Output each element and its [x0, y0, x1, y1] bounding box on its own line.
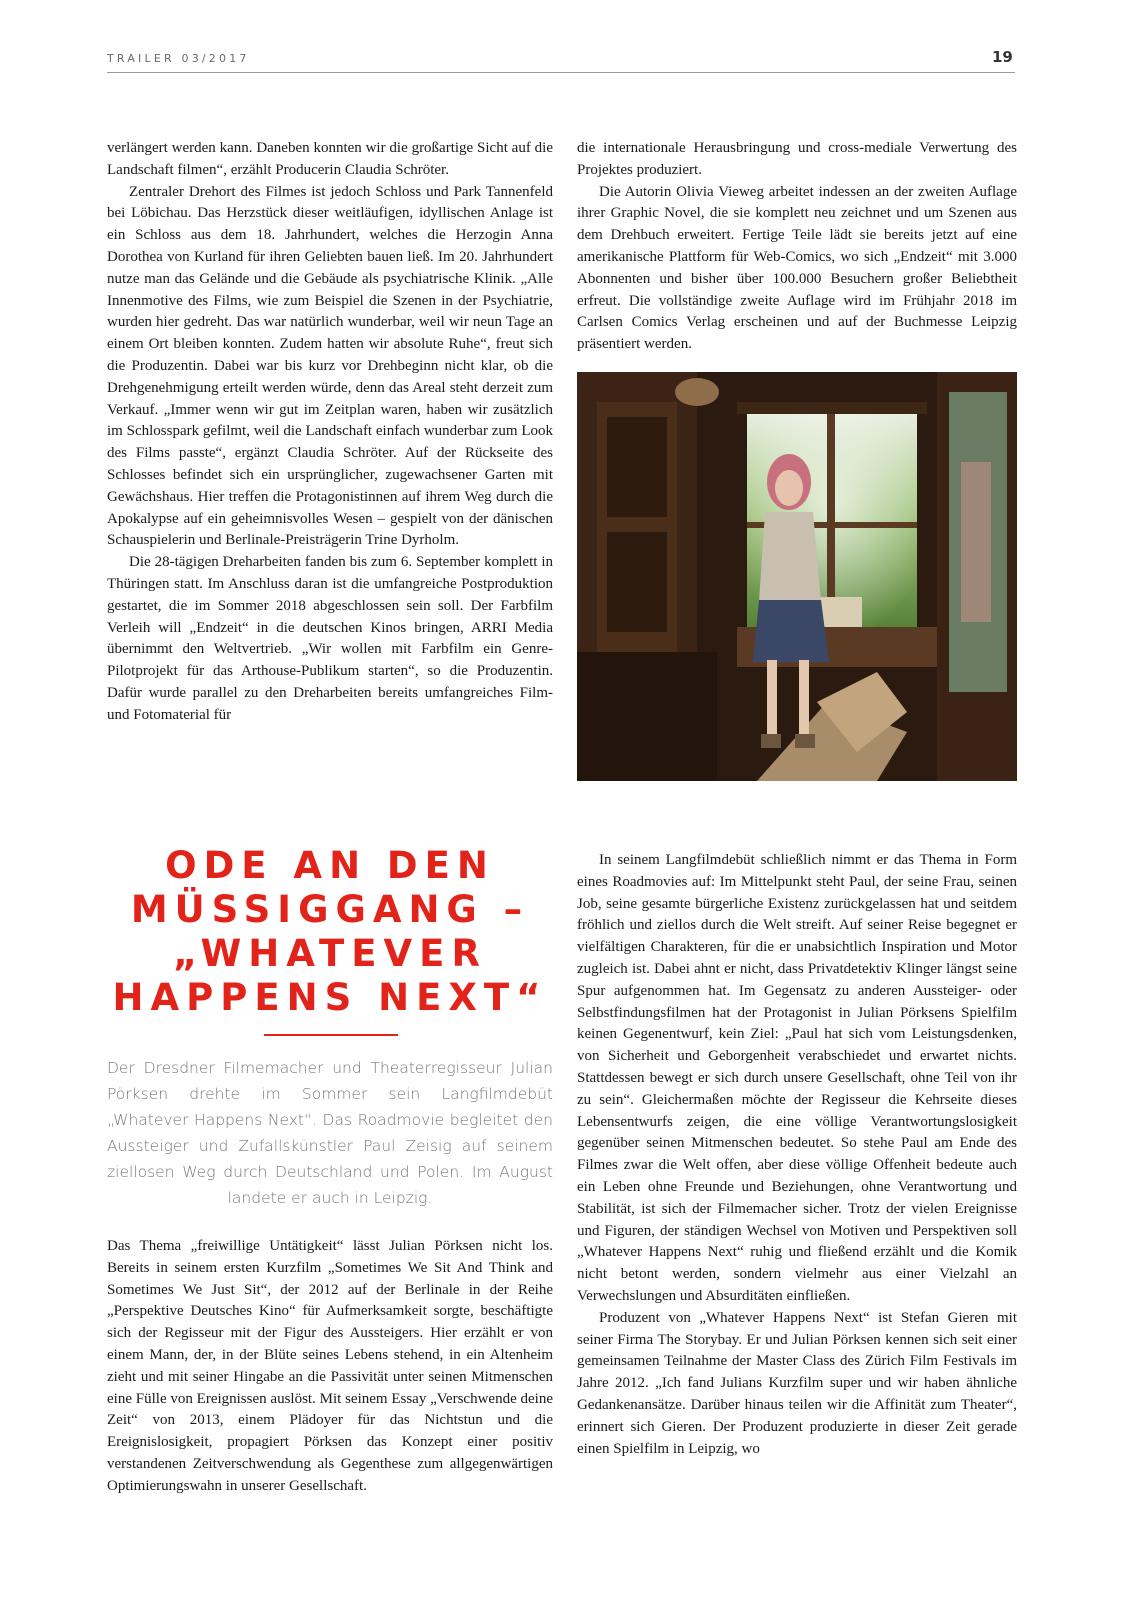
paragraph: verlängert werden kann. Daneben konnten wir die großartige Sicht auf die Landschaft filmen“, erzählt Producerin Claudia Schröter.: [107, 140, 553, 178]
paragraph: Die Autorin Olivia Vieweg arbeitet indessen an der zweiten Auflage ihrer Graphic Novel, die sie komplett neu zeichnet und um Szenen aus dem Drehbuch erweitert. Fertige Teile lädt sie bereits jetzt auf eine amerikanische Plattform für Web-Comics, wo sich „Endzeit“ mit 3.000 Abonnenten und bisher über 100.000 Besuchern großer Beliebtheit erfreut. Die vollständige zweite Auflage wird im Frühjahr 2018 im Carlsen Comics Verlag erscheinen und auf der Buchmesse Leipzig präsentiert werden.: [577, 183, 1017, 353]
article1-column-left: [107, 138, 553, 727]
page-number: 19: [992, 48, 1013, 66]
paragraph: Das Thema „freiwillige Untätigkeit“ lässt Julian Pörksen nicht los. Bereits in seinem ersten Kurzfilm „Sometimes We Sit And Think and Sometimes We Just Sit“, der 2012 auf der Berlinale in der Reihe „Perspektive Deutsches Kino“ für Aufmerksamkeit sorgte, beschäftigte sich der Regisseur mit der Figur des Aussteigers. Hier erzählt er von einem Mann, der, in der Blüte seines Lebens stehend, in ein Altenheim zieht und mit seiner Hingabe an die Passivität unter seinen Mitmenschen eine Fülle von Ereignissen auslöst. Mit seinem Essay „Verschwende deine Zeit“ von 2013, einem Plädoyer für das Nichtstun und die Ereignislosigkeit, propagiert Pörksen das Konzept einer positiv verstandenen Zeitverschwendung als Gegenthese zum allgegenwärtigen Optimierungswahn in unserer Gesellschaft.: [107, 1238, 553, 1494]
article2-column-left: [107, 1236, 553, 1498]
paragraph: Die 28-tägigen Dreharbeiten fanden bis zum 6. September komplett in Thüringen statt. Im Anschluss daran ist die umfangreiche Postproduktion gestartet, die im Sommer 2018 abgeschlossen sein soll. Der Farbfilm Verleih will „Endzeit“ in die deutschen Kinos bringen, ARRI Media übernimmt den Weltvertrieb. „Wir wollen mit Farbfilm ein Genre-Pilotprojekt für das Arthouse-Publikum starten“, so die Produzentin. Dafür wurde parallel zu den Dreharbeiten bereits umfangreiches Film- und Fotomaterial für: [107, 554, 553, 723]
header-rule: [107, 72, 1015, 73]
article2-headline: [107, 844, 553, 1020]
headline-line: MÜSSIGGANG –: [130, 888, 530, 931]
headline-line: ODE AN DEN: [165, 844, 495, 887]
film-still-photo: [577, 372, 1017, 781]
headline-rule: [264, 1034, 398, 1036]
paragraph: In seinem Langfilmdebüt schließlich nimmt er das Thema in Form eines Roadmovies auf: Im Mittelpunkt steht Paul, der seine Frau, seinen Job, seine gesamte bürgerliche Existenz zurückgelassen hat und seitdem fröhlich und ziellos durch die Welt streift. Auf seiner Reise begegnet er vielfältigen Charakteren, für die er unabsichtlich Inspiration und Motor zugleich ist. Dabei ahnt er nicht, dass Privatdetektiv Klinger längst seine Spur aufgenommen hat. Im Gegensatz zu anderen Aussteiger- oder Selbstfindungsfilmen hat der Protagonist in Julian Pörksens Spielfilm keinen Gegenentwurf, kein Ziel: „Paul hat sich vom Leistungsdenken, von Sicherheit und Geborgenheit verabschiedet und erwartet nichts. Stattdessen bewegt er sich durch unsere Gesellschaft, ohne Teil von ihr zu sein“. Gleichermaßen möchte der Regisseur die Kehrseite dieses Lebensentwurfs zeigen, die eine völlige Verantwortungslosigkeit gegenüber seinen Mitmenschen bedeutet. So stehe Paul am Ende des Filmes zwar die Welt offen, aber diese völlige Offenheit bedeute auch ein Leben ohne Freunde und Beziehungen, ohne Verantwortung und Stabilität, ist sich der Filmemacher sicher. Trotz der vielen Ereignisse und Figuren, der ständigen Wechsel von Motiven und Perspektiven soll „Whatever Happens Next“ ruhig und fließend erzählt und die Komik nicht betont werden, sondern vielmehr aus einer Vielzahl an Verwechslungen und Absurditäten einfließen.: [577, 852, 1017, 1304]
paragraph: die internationale Herausbringung und cross-mediale Verwertung des Projektes produziert.: [577, 140, 1017, 178]
paragraph: Produzent von „Whatever Happens Next“ ist Stefan Gieren mit seiner Firma The Storybay. Er und Julian Pörksen kennen sich seit einer gemeinsamen Teilnahme der Master Class des Zürich Film Festivals im Jahre 2012. „Ich fand Julians Kurzfilm super und wir haben ähnliche Gedankenansätze. Darüber hinaus teilen wir die Affinität zum Theater“, erinnert sich Gieren. Der Produzent produzierte in dieser Zeit gerade einen Spielfilm in Leipzig, wo: [577, 1309, 1017, 1457]
headline-line: HAPPENS NEXT“: [112, 976, 548, 1019]
article2-column-right: [577, 850, 1017, 1460]
magazine-issue: TRAILER 03/2017: [107, 52, 250, 65]
article1-column-right: [577, 138, 1017, 356]
paragraph: Zentraler Drehort des Filmes ist jedoch Schloss und Park Tannenfeld bei Löbichau. Das Herzstück dieser weitläufigen, idyllischen Anlage ist ein Schloss aus dem 18. Jahrhundert, welches die Herzogin Anna Dorothea von Kurland für ihren Geliebten bauen ließ. Im 20. Jahrhundert nutze man das Gelände und die Gebäude als psychiatrische Klinik. „Alle Innenmotive des Films, wie zum Beispiel die Szenen in der Psychiatrie, wurden hier gedreht. Das war natürlich wunderbar, weil wir neun Tage an einem Ort bleiben konnten. Zudem hatten wir absolute Ruhe“, freut sich die Produzentin. Dabei war bis kurz vor Drehbeginn nicht klar, ob die Drehgenehmigung erteilt werden würde, denn das Areal steht derzeit zum Verkauf. „Immer wenn wir gut im Zeitplan waren, haben wir zusätzlich im Schlosspark gefilmt, weil die Landschaft einfach wunderbar zum Look des Films passte“, ergänzt Claudia Schröter. Auf der Rückseite des Schlosses befindet sich ein ursprünglicher, zugewachsener Garten mit Gewächshaus. Hier treffen die Protagonistinnen auf ihrem Weg durch die Apokalypse auf ein geheimnisvolles Wesen – gespielt von der dänischen Schauspielerin und Berlinale-Preisträgerin Trine Dyrholm.: [107, 183, 553, 549]
article2-lead: Der Dresdner Filmemacher und Theaterregisseur Julian Pörksen drehte im Sommer sein Langfilmdebüt „Whatever Happens Next“. Das Roadmovie begleitet den Aussteiger und Zufallskünstler Paul Zeisig auf seinem ziellosen Weg durch Deutschland und Polen. Im August landete er auch in Leipzig.: [107, 1059, 553, 1207]
headline-line: „WHATEVER: [173, 932, 487, 975]
